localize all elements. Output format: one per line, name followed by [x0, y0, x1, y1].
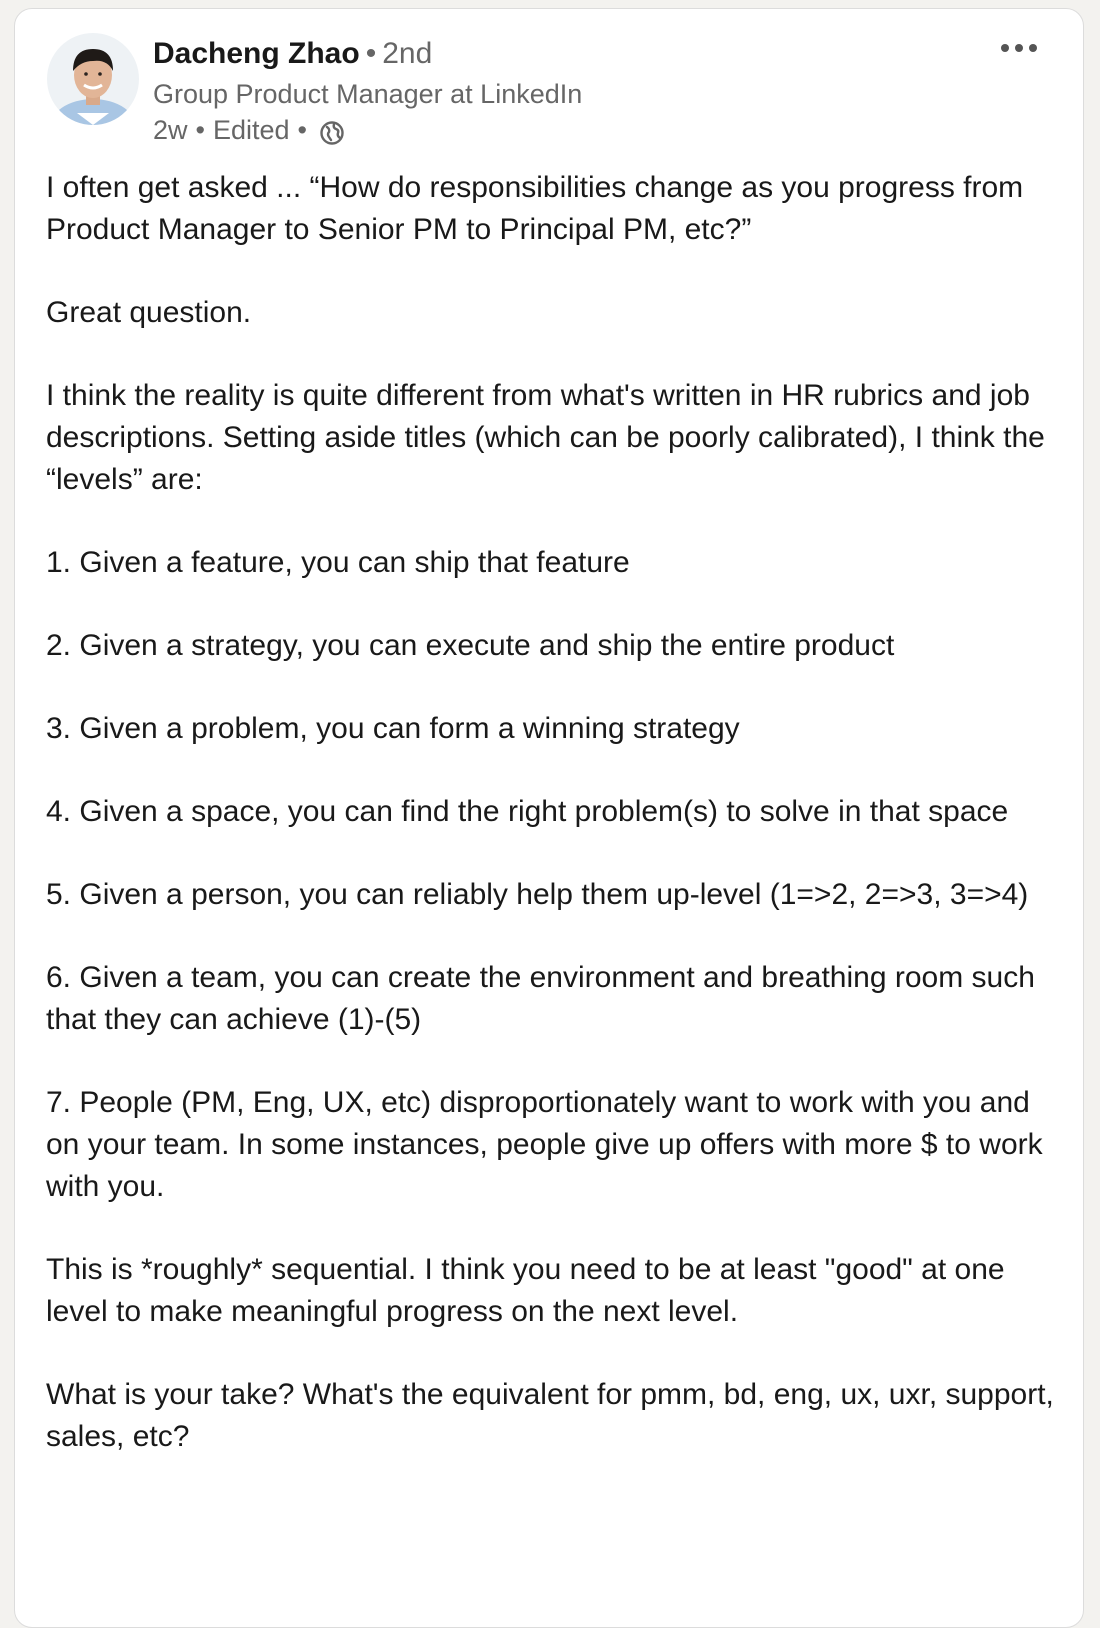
author-name[interactable]: Dacheng Zhao [153, 37, 360, 70]
post-paragraph: I think the reality is quite different from what's written in HR rubrics and job descriptions. Setting aside titles (which can be poorly calibrated), I think the “levels” are: [46, 379, 1045, 496]
list-item-2: 2. Given a strategy, you can execute and ship the entire product [46, 629, 895, 662]
list-item-1: 1. Given a feature, you can ship that feature [46, 546, 630, 579]
author-avatar[interactable] [47, 33, 139, 125]
list-item-4: 4. Given a space, you can find the right problem(s) to solve in that space [46, 795, 1009, 828]
post-paragraph: Great question. [46, 296, 252, 329]
more-options-icon[interactable] [1001, 39, 1045, 55]
post-meta [153, 112, 582, 148]
edited-label: Edited [212, 115, 290, 145]
author-headline: Group Product Manager at LinkedIn [153, 79, 583, 109]
list-item-3: 3. Given a problem, you can form a winning strategy [46, 712, 740, 745]
post-paragraph: This is *roughly* sequential. I think you need to be at least "good" at one level to make meaningful progress on the next level. [46, 1253, 1005, 1328]
list-item-7: 7. People (PM, Eng, UX, etc) disproportionately want to work with you and on your team. In some instances, people give up offers with more $ to work with you. [46, 1086, 1043, 1203]
avatar-photo [47, 33, 139, 125]
post-time: 2w [153, 115, 188, 145]
meta-separator: • [195, 115, 205, 145]
post-paragraph: What is your take? What's the equivalent for pmm, bd, eng, ux, uxr, support, sales, etc? [46, 1378, 1054, 1453]
meta-separator: • [297, 115, 307, 145]
post-paragraph: I often get asked ... “How do responsibilities change as you progress from Product Manager to Senior PM to Principal PM, etc?” [46, 171, 1024, 246]
author-name-row [153, 35, 582, 73]
post-header [153, 35, 582, 148]
globe-icon [319, 119, 345, 145]
connection-degree: 2nd [382, 37, 433, 70]
post-card [14, 8, 1084, 1628]
list-item-5: 5. Given a person, you can reliably help them up-level (1=>2, 2=>3, 3=>4) [46, 878, 1029, 911]
list-item-6: 6. Given a team, you can create the environment and breathing room such that they can achieve (1)-(5) [46, 961, 1035, 1036]
post-body [46, 167, 1056, 1499]
name-separator: • [365, 37, 377, 70]
